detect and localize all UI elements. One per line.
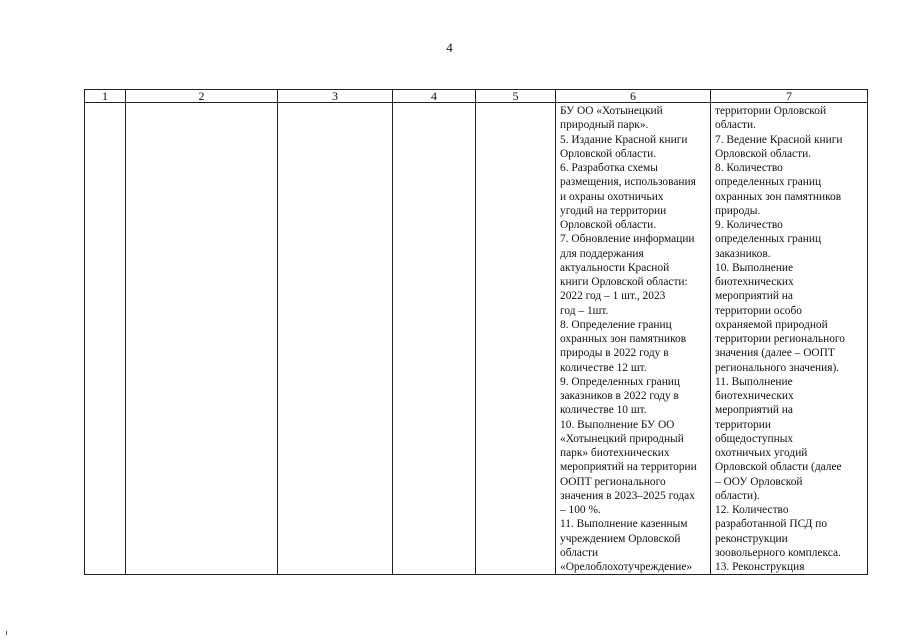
text-line: природный парк». [560,119,649,132]
text-line: значения (далее – ООПТ [715,347,835,360]
text-line: 10. Выполнение БУ ОО [560,418,675,431]
text-line: актуальности Красной [560,261,670,274]
text-line: заказников в 2022 году в [560,390,679,402]
text-line: природы в 2022 году в [560,347,669,360]
text-line: 9. Количество [715,219,783,231]
text-line: реконструкции [715,532,788,545]
text-line: 7. Обновление информации [560,233,695,246]
text-line: 11. Выполнение казенным [560,518,688,531]
text-line: «Хотынецкий природный [560,432,684,445]
text-line: мероприятий на [715,404,793,417]
text-line: 2022 год – 1 шт., 2023 [560,290,666,303]
column-header-3: 3 [278,90,393,103]
text-line: охранных зон памятников [715,190,842,203]
text-line: Орловской области. [715,147,812,160]
text-line: Орловской области. [560,219,657,231]
cell-col-1 [85,103,126,575]
text-line: год – 1шт. [560,304,609,317]
text-line: определенных границ [715,233,822,246]
document-table [84,89,868,575]
text-line: территории регионального [715,333,845,345]
text-line: территории [715,418,771,431]
header-row [85,90,868,103]
text-line: учреждением Орловской [560,532,681,545]
text-line: ООПТ регионального [560,475,666,488]
text-line: 7. Ведение Красной книги [715,133,843,146]
text-line: 11. Выполнение [715,375,793,388]
column-header-4: 4 [393,90,476,103]
column-header-5: 5 [476,90,556,103]
text-line: биотехнических [715,276,794,288]
text-line: 8. Количество [715,162,783,174]
column-header-6: 6 [556,90,711,103]
text-line: Орловской области (далее [715,461,842,474]
text-line: – ООУ Орловской [715,475,803,488]
text-line: 13. Реконструкция [715,561,805,573]
text-line: – 100 %. [560,504,601,516]
text-line: заказников. [715,247,771,260]
text-line: парк» биотехнических [560,447,670,459]
column-header-2: 2 [126,90,278,103]
column-header-7: 7 [711,90,868,103]
text-line: области). [715,489,760,502]
cell-col-7 [711,103,868,575]
column-header-1: 1 [85,90,126,103]
scan-artifact [6,631,7,635]
text-line: области. [715,119,756,132]
text-line: 6. Разработка схемы [560,162,658,174]
text-line: «Орелоблохотучреждение» [560,561,693,573]
text-line: 10. Выполнение [715,261,794,274]
text-line: регионального значения). [715,361,840,374]
text-line: мероприятий на [715,290,793,303]
cell-col-3 [278,103,393,575]
text-line: значения в 2023–2025 годах [560,489,695,502]
text-line: количестве 10 шт. [560,404,647,417]
text-line: территории особо [715,304,802,317]
text-line: 9. Определенных границ [560,375,681,388]
text-line: разработанной ПСД по [715,518,828,531]
text-line: и охраны охотничьих [560,190,664,203]
text-line: охранных зон памятников [560,333,687,345]
text-line: общедоступных [715,432,794,445]
cell-col-6 [556,103,711,575]
text-line: 12. Количество [715,504,789,516]
page-number: 4 [446,40,453,55]
text-line: биотехнических [715,390,794,402]
text-line: территории Орловской [715,105,827,117]
text-line: БУ ОО «Хотынецкий [560,105,663,117]
text-line: 8. Определение границ [560,318,672,331]
cell-col-2 [126,103,278,575]
text-line: мероприятий на территории [560,461,697,474]
cell-col-5 [476,103,556,575]
text-line: природы. [715,204,761,217]
text-line: охраняемой природной [715,318,828,331]
table-row [85,103,868,575]
text-line: 5. Издание Красной книги [560,133,688,146]
text-line: охотничьих угодий [715,447,808,459]
text-line: определенных границ [715,176,822,189]
text-line: угодий на территории [560,204,667,217]
cell-col-4 [393,103,476,575]
text-line: размещения, использования [560,176,696,189]
measures-text [556,103,710,574]
text-line: для поддержания [560,247,644,260]
text-line: количестве 12 шт. [560,361,647,374]
text-line: книги Орловской области: [560,276,688,288]
text-line: области [560,546,599,559]
text-line: Орловской области. [560,147,657,160]
indicators-text [711,103,867,574]
text-line: зоовольерного комплекса. [715,546,841,559]
